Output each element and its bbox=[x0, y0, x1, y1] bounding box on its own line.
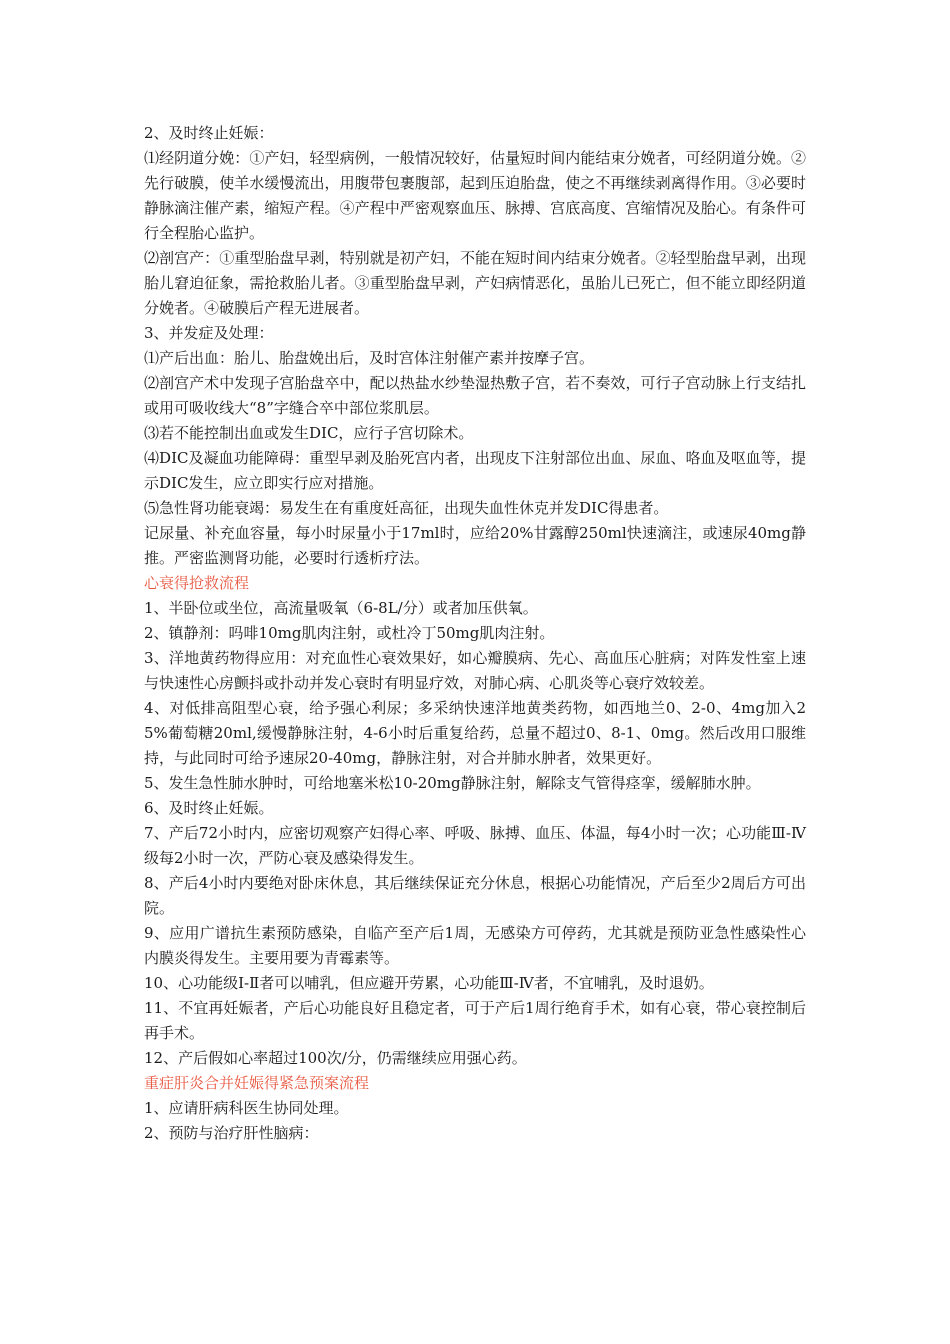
document-page bbox=[144, 121, 806, 1146]
list-item: 3、洋地黄药物得应用：对充血性心衰效果好，如心瓣膜病、先心、高血压心脏病；对阵发性室上速与快速性心房颤抖或扑动并发心衰时有明显疗效，对肺心病、心肌炎等心衰疗效较差。 bbox=[144, 649, 806, 692]
list-item: 9、应用广谱抗生素预防感染，自临产至产后1周，无感染方可停药，尤其就是预防亚急性感染性心内膜炎得发生。主要用要为青霉素等。 bbox=[144, 924, 806, 967]
section-heading-hepatitis: 重症肝炎合并妊娠得紧急预案流程 bbox=[144, 1074, 370, 1092]
list-item: 8、产后4小时内要绝对卧床休息，其后继续保证充分休息，根据心功能情况，产后至少2周后方可出院。 bbox=[144, 874, 806, 917]
list-item: ⑸急性肾功能衰竭：易发生在有重度妊高征，出现失血性休克并发DIC得患者。 bbox=[144, 499, 669, 517]
section-heading-heart-failure: 心衰得抢救流程 bbox=[144, 574, 250, 592]
list-item: ⑵剖宫产术中发现子宫胎盘卒中，配以热盐水纱垫湿热敷子宫，若不奏效，可行子宫动脉上行支结扎或用可吸收线大“8”字缝合卒中部位浆肌层。 bbox=[144, 374, 806, 417]
list-item: ⑶若不能控制出血或发生DIC，应行子宫切除术。 bbox=[144, 424, 474, 442]
list-item: 12、产后假如心率超过100次/分，仍需继续应用强心药。 bbox=[144, 1049, 527, 1067]
list-item: 6、及时终止妊娠。 bbox=[144, 799, 274, 817]
list-item: 2、预防与治疗肝性脑病： bbox=[144, 1124, 319, 1142]
list-item: 10、心功能级Ⅰ-Ⅱ者可以哺乳，但应避开劳累，心功能Ⅲ-Ⅳ者，不宜哺乳，及时退奶。 bbox=[144, 974, 714, 992]
list-item: 记尿量、补充血容量，每小时尿量小于17ml时，应给20%甘露醇250ml快速滴注，或速尿40mg静推。严密监测肾功能，必要时行透析疗法。 bbox=[144, 524, 806, 567]
list-item: 2、镇静剂：吗啡10mg肌肉注射，或杜冷丁50mg肌肉注射。 bbox=[144, 624, 555, 642]
list-item: ⑷DIC及凝血功能障碍：重型早剥及胎死宫内者，出现皮下注射部位出血、尿血、咯血及呕血等，提示DIC发生，应立即实行应对措施。 bbox=[144, 449, 806, 492]
list-item: ⑴产后出血：胎儿、胎盘娩出后，及时宫体注射催产素并按摩子宫。 bbox=[144, 349, 595, 367]
list-item: 11、不宜再妊娠者，产后心功能良好且稳定者，可于产后1周行绝育手术，如有心衰，带心衰控制后再手术。 bbox=[144, 999, 806, 1042]
list-item: ⑴经阴道分娩：①产妇，轻型病例，一般情况较好，估量短时间内能结束分娩者，可经阴道分娩。②先行破膜，使羊水缓慢流出，用腹带包裹腹部，起到压迫胎盘，使之不再继续剥离得作用。③必要时静脉滴注催产素，缩短产程。④产程中严密观察血压、脉搏、宫底高度、宫缩情况及胎心。有条件可行全程胎心监护。 bbox=[144, 149, 806, 242]
list-item: 5、发生急性肺水肿时，可给地塞米松10-20mg静脉注射，解除支气管得痉挛，缓解肺水肿。 bbox=[144, 774, 761, 792]
list-item: 1、应请肝病科医生协同处理。 bbox=[144, 1099, 349, 1117]
list-item: 7、产后72小时内，应密切观察产妇得心率、呼吸、脉搏、血压、体温，每4小时一次；心功能Ⅲ-Ⅳ级每2小时一次，严防心衰及感染得发生。 bbox=[144, 824, 806, 867]
list-item: 3、并发症及处理： bbox=[144, 324, 274, 342]
list-item: 2、及时终止妊娠： bbox=[144, 124, 274, 142]
list-item: 1、半卧位或坐位，高流量吸氧（6-8L/分）或者加压供氧。 bbox=[144, 599, 538, 617]
list-item: ⑵剖宫产：①重型胎盘早剥，特别就是初产妇，不能在短时间内结束分娩者。②轻型胎盘早剥，出现胎儿窘迫征象，需抢救胎儿者。③重型胎盘早剥，产妇病情恶化，虽胎儿已死亡，但不能立即经阴道分娩者。④破膜后产程无进展者。 bbox=[144, 249, 806, 317]
list-item: 4、对低排高阻型心衰，给予强心利尿；多采纳快速洋地黄类药物，如西地兰0、2-0、4mg加入25%葡萄糖20ml,缓慢静脉注射，4-6小时后重复给药，总量不超过0、8-1、0mg。然后改用口服维持，与此同时可给予速尿20-40mg，静脉注射，对合并肺水肿者，效果更好。 bbox=[144, 699, 806, 767]
